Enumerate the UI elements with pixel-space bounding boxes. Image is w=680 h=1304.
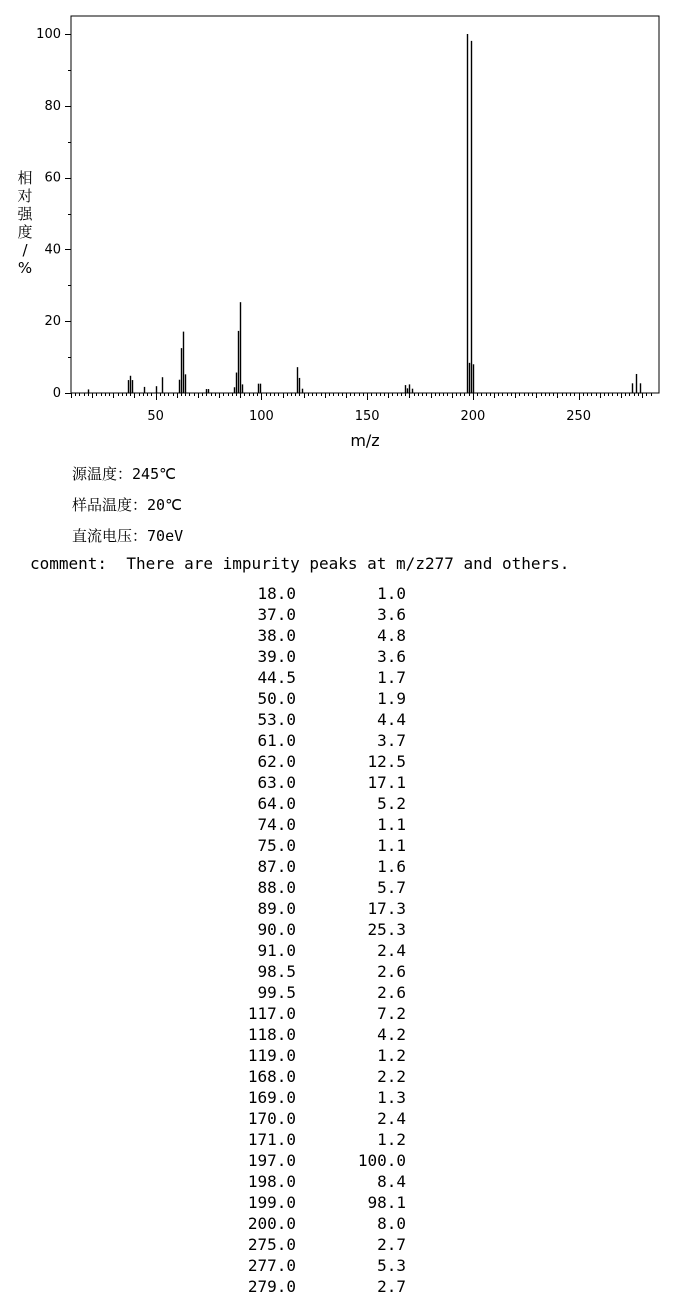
- table-row: [0, 836, 680, 857]
- abundance-cell: 4.2: [377, 1025, 406, 1044]
- table-row: [0, 1004, 680, 1025]
- table-row: [0, 752, 680, 773]
- mz-cell: 64.0: [257, 794, 296, 813]
- x-tick-label: 250: [566, 409, 592, 424]
- abundance-cell: 5.3: [377, 1256, 406, 1275]
- abundance-cell: 2.4: [377, 941, 406, 960]
- abundance-cell: 2.6: [377, 983, 406, 1002]
- mz-cell: 200.0: [247, 1214, 296, 1233]
- y-axis-ticks: [36, 27, 71, 401]
- abundance-cell: 7.2: [377, 1004, 406, 1023]
- condition-line: [72, 496, 182, 514]
- y-tick-label: 20: [44, 314, 61, 330]
- table-row: [0, 647, 680, 668]
- abundance-cell: 2.7: [377, 1235, 406, 1254]
- mz-cell: 171.0: [247, 1130, 296, 1149]
- mz-cell: 62.0: [257, 752, 296, 771]
- mz-cell: 275.0: [247, 1235, 296, 1254]
- table-row: [0, 815, 680, 836]
- x-axis-ticks: [72, 393, 652, 424]
- mz-cell: 168.0: [247, 1067, 296, 1086]
- abundance-cell: 2.2: [377, 1067, 406, 1086]
- abundance-cell: 1.7: [377, 668, 406, 687]
- x-tick-label: 150: [354, 409, 380, 424]
- y-axis-label-char: 强: [17, 205, 33, 223]
- abundance-cell: 17.1: [367, 773, 406, 792]
- abundance-cell: 2.4: [377, 1109, 406, 1128]
- mz-cell: 90.0: [257, 920, 296, 939]
- table-row: [0, 626, 680, 647]
- table-row: [0, 1151, 680, 1172]
- y-tick-label: 60: [44, 170, 61, 186]
- mz-cell: 119.0: [247, 1046, 296, 1065]
- mz-cell: 279.0: [247, 1277, 296, 1296]
- y-axis-label-char: /: [22, 241, 28, 259]
- table-row: [0, 1256, 680, 1277]
- x-tick-label: 100: [248, 409, 274, 424]
- mz-cell: 277.0: [247, 1256, 296, 1275]
- mz-cell: 53.0: [257, 710, 296, 729]
- table-row: [0, 920, 680, 941]
- table-row: [0, 689, 680, 710]
- y-tick-label: 40: [44, 242, 61, 258]
- mz-cell: 91.0: [257, 941, 296, 960]
- mz-cell: 99.5: [257, 983, 296, 1002]
- condition-label: 样品温度：: [72, 496, 148, 514]
- mz-cell: 50.0: [257, 689, 296, 708]
- abundance-cell: 4.4: [377, 710, 406, 729]
- mz-cell: 170.0: [247, 1109, 296, 1128]
- mz-cell: 117.0: [247, 1004, 296, 1023]
- table-row: [0, 584, 680, 605]
- y-tick-label: 80: [44, 98, 61, 114]
- abundance-cell: 1.3: [377, 1088, 406, 1107]
- mz-cell: 39.0: [257, 647, 296, 666]
- abundance-cell: 1.2: [377, 1130, 406, 1149]
- y-axis-label-char: 度: [17, 223, 33, 241]
- abundance-cell: 5.2: [377, 794, 406, 813]
- table-row: [0, 773, 680, 794]
- table-row: [0, 1130, 680, 1151]
- mz-cell: 37.0: [257, 605, 296, 624]
- condition-line: [72, 527, 183, 545]
- condition-value: 20℃: [147, 496, 182, 514]
- table-row: [0, 1067, 680, 1088]
- plot-frame: [71, 16, 659, 393]
- table-row: [0, 1046, 680, 1067]
- abundance-cell: 3.6: [377, 605, 406, 624]
- mz-cell: 87.0: [257, 857, 296, 876]
- comment-line: comment: There are impurity peaks at m/z277 and others.: [30, 554, 570, 573]
- table-row: [0, 1277, 680, 1298]
- abundance-cell: 1.0: [377, 584, 406, 603]
- mz-cell: 98.5: [257, 962, 296, 981]
- abundance-cell: 2.6: [377, 962, 406, 981]
- abundance-cell: 100.0: [357, 1151, 406, 1170]
- mz-cell: 74.0: [257, 815, 296, 834]
- mz-cell: 44.5: [257, 668, 296, 687]
- mz-cell: 38.0: [257, 626, 296, 645]
- mz-cell: 198.0: [247, 1172, 296, 1191]
- abundance-cell: 1.2: [377, 1046, 406, 1065]
- condition-label: 直流电压：: [72, 527, 148, 545]
- mz-cell: 89.0: [257, 899, 296, 918]
- table-row: [0, 731, 680, 752]
- x-tick-label: 50: [147, 409, 164, 424]
- abundance-cell: 1.1: [377, 815, 406, 834]
- abundance-cell: 4.8: [377, 626, 406, 645]
- mz-cell: 197.0: [247, 1151, 296, 1170]
- table-row: [0, 668, 680, 689]
- abundance-cell: 17.3: [367, 899, 406, 918]
- abundance-cell: 1.6: [377, 857, 406, 876]
- mz-cell: 199.0: [247, 1193, 296, 1212]
- abundance-cell: 8.0: [377, 1214, 406, 1233]
- table-row: [0, 983, 680, 1004]
- abundance-cell: 2.7: [377, 1277, 406, 1296]
- abundance-cell: 1.1: [377, 836, 406, 855]
- table-row: [0, 1172, 680, 1193]
- abundance-cell: 3.7: [377, 731, 406, 750]
- table-row: [0, 1025, 680, 1046]
- table-row: [0, 857, 680, 878]
- table-row: [0, 710, 680, 731]
- mz-cell: 118.0: [247, 1025, 296, 1044]
- y-axis-label-char: %: [17, 259, 33, 277]
- table-row: [0, 605, 680, 626]
- abundance-cell: 1.9: [377, 689, 406, 708]
- abundance-cell: 98.1: [367, 1193, 406, 1212]
- spectrum-bars: [89, 34, 641, 393]
- abundance-cell: 8.4: [377, 1172, 406, 1191]
- mz-cell: 75.0: [257, 836, 296, 855]
- mass-spectrum-chart: [0, 0, 680, 460]
- abundance-cell: 5.7: [377, 878, 406, 897]
- condition-value: 245℃: [132, 465, 176, 483]
- x-tick-label: 200: [460, 409, 486, 424]
- table-row: [0, 899, 680, 920]
- condition-label: 源温度：: [72, 465, 133, 483]
- table-row: [0, 962, 680, 983]
- abundance-cell: 3.6: [377, 647, 406, 666]
- y-tick-label: 0: [52, 386, 61, 401]
- table-row: [0, 878, 680, 899]
- mz-cell: 169.0: [247, 1088, 296, 1107]
- abundance-cell: 25.3: [367, 920, 406, 939]
- mz-cell: 61.0: [257, 731, 296, 750]
- table-row: [0, 1214, 680, 1235]
- y-axis-label-char: 相: [17, 169, 33, 187]
- table-row: [0, 1109, 680, 1130]
- abundance-cell: 12.5: [367, 752, 406, 771]
- table-row: [0, 941, 680, 962]
- y-axis-label: [17, 169, 33, 277]
- plot-border: [71, 16, 659, 393]
- table-row: [0, 1235, 680, 1256]
- mz-cell: 63.0: [257, 773, 296, 792]
- x-axis-label: m/z: [350, 431, 380, 450]
- table-row: [0, 1193, 680, 1214]
- table-row: [0, 794, 680, 815]
- mz-cell: 18.0: [257, 584, 296, 603]
- y-tick-label: 100: [36, 27, 61, 42]
- table-row: [0, 1088, 680, 1109]
- y-axis-label-char: 对: [17, 187, 33, 205]
- condition-line: [72, 465, 176, 483]
- mz-cell: 88.0: [257, 878, 296, 897]
- condition-value: 70eV: [147, 527, 184, 545]
